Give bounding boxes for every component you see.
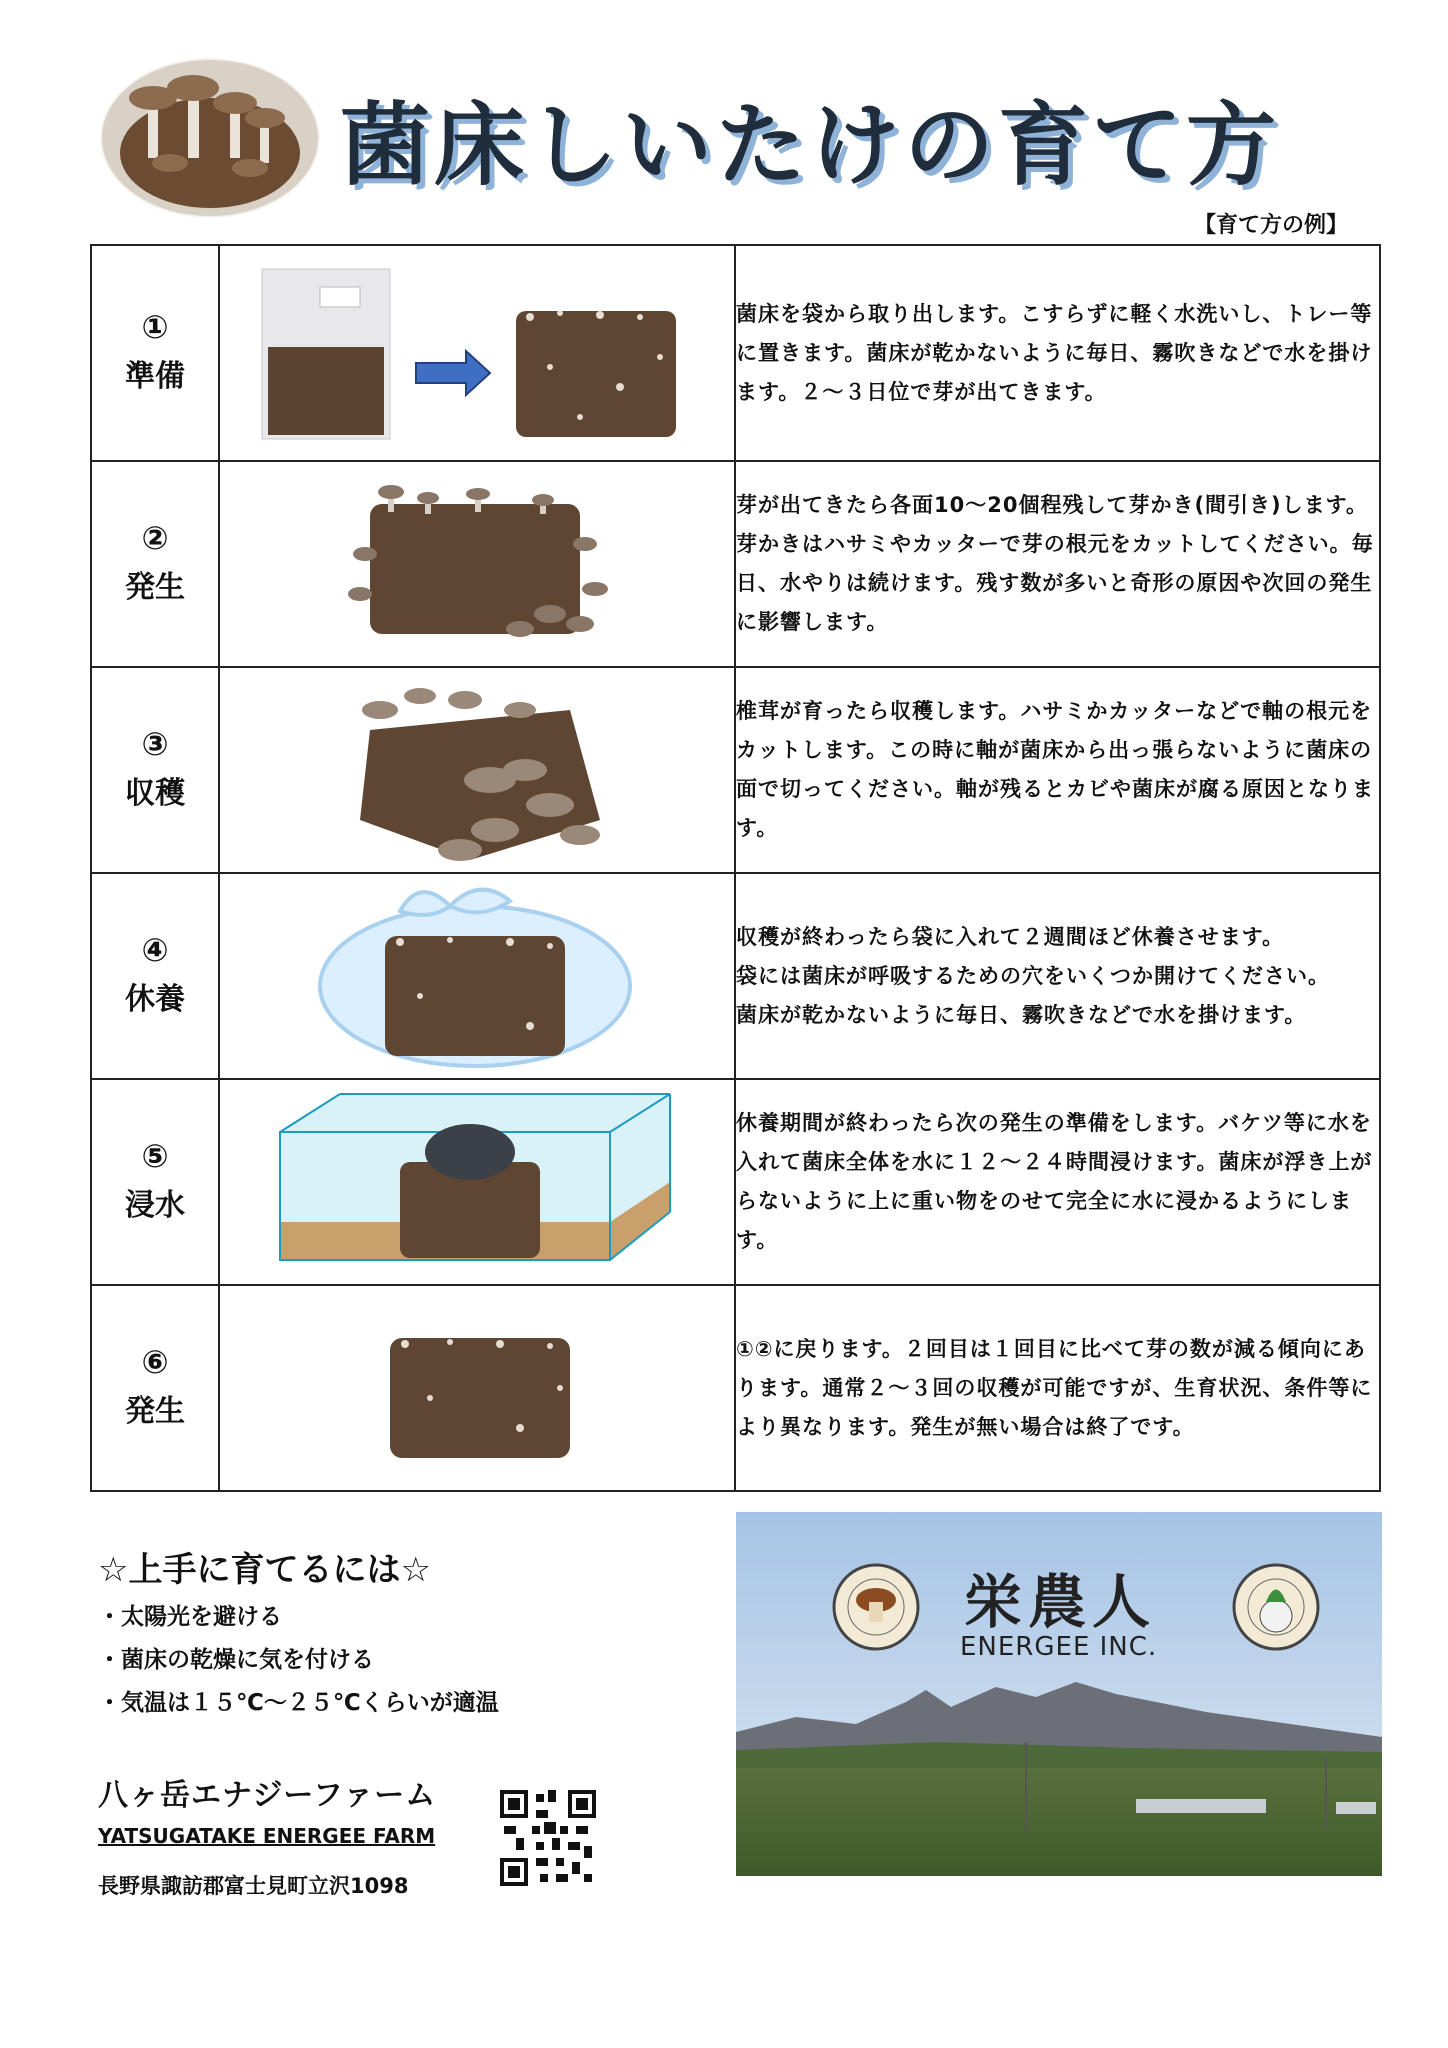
sprouting-block-illustration	[220, 464, 734, 664]
steps-table	[90, 244, 1381, 1492]
step-number: ⑤	[141, 1137, 169, 1175]
step-label-cell	[91, 245, 219, 461]
tip-item: ・気温は１５℃～２５℃くらいが適温	[98, 1690, 499, 1716]
step-illustration-cell	[219, 873, 735, 1079]
step-illustration-cell	[219, 1285, 735, 1491]
step-row-6	[91, 1285, 1380, 1491]
step-label-cell	[91, 461, 219, 667]
step-illustration-cell	[219, 1079, 735, 1285]
header-mushroom-photo	[100, 58, 320, 218]
block-illustration	[220, 1288, 734, 1488]
bag-to-block-illustration	[220, 247, 734, 459]
step-row-5	[91, 1079, 1380, 1285]
step-number: ①	[141, 308, 169, 346]
brand-name-en: ENERGEE INC.	[960, 1632, 1158, 1662]
step-name: 発生	[125, 570, 185, 605]
step-row-2	[91, 461, 1380, 667]
qr-code-icon[interactable]	[500, 1790, 596, 1886]
step-name: 収穫	[125, 776, 185, 811]
step-description: 菌床を袋から取り出します。こすらずに軽く水洗いし、トレー等に置きます。菌床が乾かないように毎日、霧吹きなどで水を掛けます。２～３日位で芽が出てきます。	[736, 301, 1373, 404]
tips-list	[98, 1596, 499, 1725]
page-title: 菌床しいたけの育て方	[340, 93, 1280, 198]
farm-name-en: YATSUGATAKE ENERGEE FARM	[98, 1824, 436, 1848]
step-name: 準備	[125, 359, 185, 394]
step-number: ⑥	[141, 1343, 169, 1381]
step-label-cell	[91, 1079, 219, 1285]
step-row-4	[91, 873, 1380, 1079]
tips-title: ☆上手に育てるには☆	[98, 1550, 431, 1590]
farm-name: 八ヶ岳エナジーファーム	[98, 1778, 437, 1813]
step-description-cell	[735, 245, 1380, 461]
resting-bag-illustration	[220, 876, 734, 1076]
harvest-block-illustration	[220, 670, 734, 870]
step-description: ①②に戻ります。２回目は１回目に比べて芽の数が減る傾向にあります。通常２～３回の収穫が可能ですが、生育状況、条件等により異なります。発生が無い場合は終了です。	[736, 1336, 1373, 1439]
step-row-3	[91, 667, 1380, 873]
step-number: ③	[141, 725, 169, 763]
step-number: ②	[141, 519, 169, 557]
tip-item: ・菌床の乾燥に気を付ける	[98, 1647, 374, 1673]
step-description: 休養期間が終わったら次の発生の準備をします。バケツ等に水を入れて菌床全体を水に１２～２４時間浸けます。菌床が浮き上がらないように上に重い物をのせて完全に水に浸かるようにします。	[736, 1111, 1373, 1252]
step-description: 収穫が終わったら袋に入れて２週間ほど休養させます。 袋には菌床が呼吸するための穴をいくつか開けてください。 菌床が乾かないように毎日、霧吹きなどで水を掛けます。	[736, 924, 1330, 1027]
vegetable-badge-icon	[1234, 1565, 1318, 1649]
step-description-cell	[735, 461, 1380, 667]
step-description-cell	[735, 1079, 1380, 1285]
step-illustration-cell	[219, 667, 735, 873]
tip-item: ・太陽光を避ける	[98, 1604, 282, 1630]
water-tank-illustration	[220, 1082, 734, 1282]
step-description: 椎茸が育ったら収穫します。ハサミかカッターなどで軸の根元をカットします。この時に軸が菌床から出っ張らないように菌床の面で切ってください。軸が残るとカビや菌床が腐る原因となります。	[736, 699, 1374, 840]
step-description-cell	[735, 873, 1380, 1079]
step-description: 芽が出てきたら各面10～20個程残して芽かき(間引き)します。芽かきはハサミやカッターで芽の根元をカットしてください。毎日、水やりは続けます。残す数が多いと奇形の原因や次回の発生に影響します。	[736, 493, 1374, 634]
kinoko-badge-icon	[834, 1565, 918, 1649]
step-row-1	[91, 245, 1380, 461]
step-name: 発生	[125, 1394, 185, 1429]
step-label-cell	[91, 873, 219, 1079]
step-label-cell	[91, 667, 219, 873]
page-subtitle: 【育て方の例】	[1193, 213, 1348, 238]
step-number: ④	[141, 931, 169, 969]
step-illustration-cell	[219, 461, 735, 667]
step-illustration-cell	[219, 245, 735, 461]
step-name: 休養	[125, 982, 185, 1017]
step-description-cell	[735, 1285, 1380, 1491]
step-description-cell	[735, 667, 1380, 873]
arrow-icon	[416, 351, 490, 395]
step-label-cell	[91, 1285, 219, 1491]
step-name: 浸水	[125, 1188, 185, 1223]
farm-address: 長野県諏訪郡富士見町立沢1098	[98, 1874, 409, 1898]
brand-name-jp: 栄農人	[964, 1568, 1157, 1636]
